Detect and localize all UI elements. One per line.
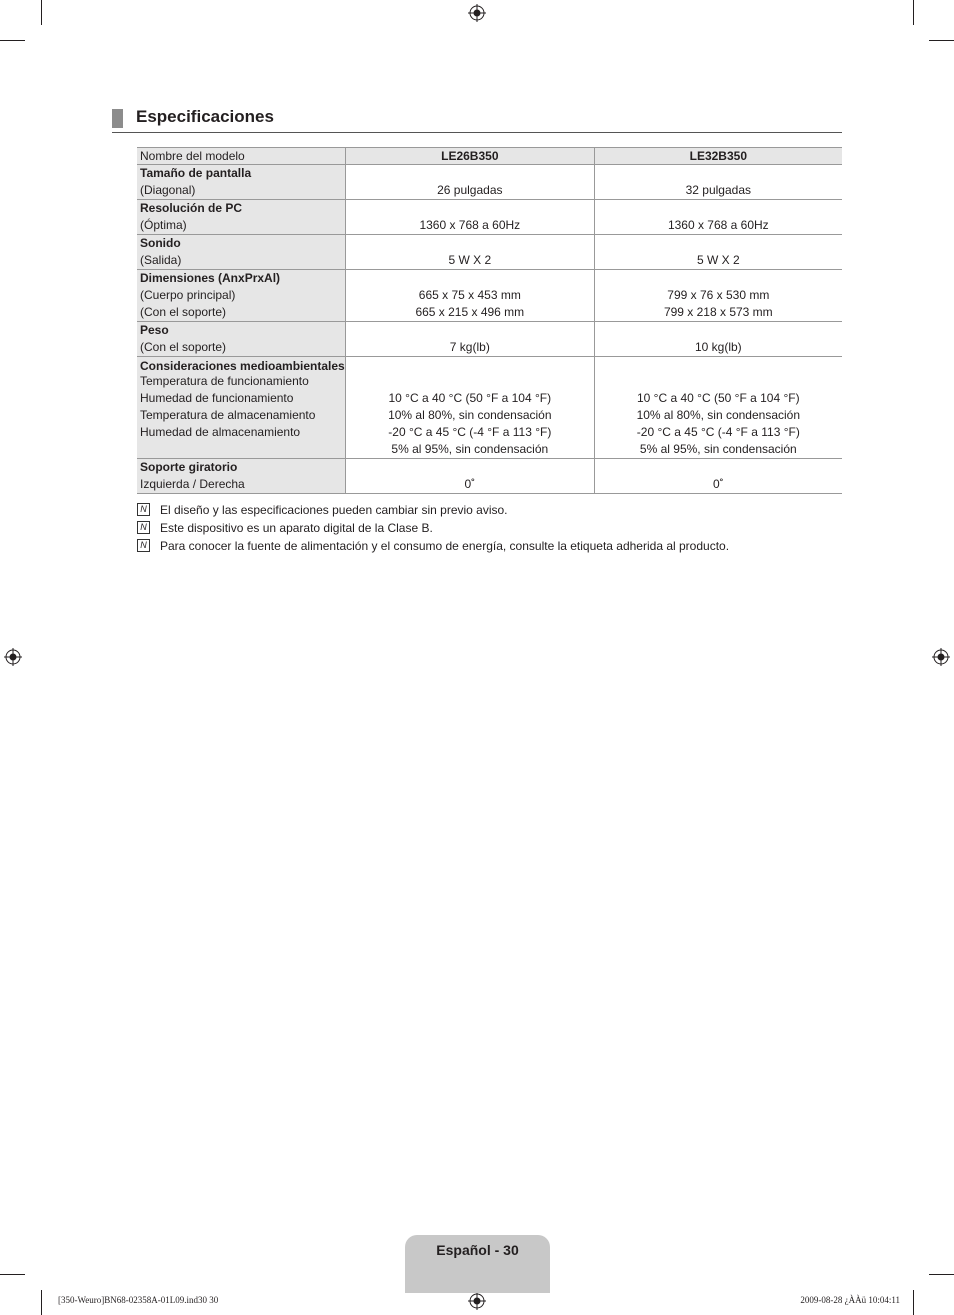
note-icon: N <box>137 521 150 534</box>
spec-label-cell <box>137 357 346 459</box>
spec-value: 5 W X 2 <box>696 253 740 267</box>
spec-sublabel: Humedad de funcionamiento <box>140 391 294 405</box>
spec-value: 799 x 218 x 573 mm <box>663 305 773 319</box>
spec-value: 5 W X 2 <box>448 253 492 267</box>
spec-title: Consideraciones medioambientales <box>140 359 345 373</box>
spec-value: 7 kg(lb) <box>449 340 490 354</box>
spec-value: 1360 x 768 a 60Hz <box>667 218 769 232</box>
spec-value: 10 °C a 40 °C (50 °F a 104 °F) <box>637 391 800 405</box>
spec-title: Dimensiones (AnxPrxAl) <box>140 271 281 285</box>
footer-file-info: [350-Weuro]BN68-02358A-01L09.ind30 30 <box>58 1295 219 1305</box>
spec-value: 10% al 80%, sin condensación <box>636 408 801 422</box>
spec-sublabel: Humedad de almacenamiento <box>140 425 301 439</box>
cell-spacer <box>346 270 594 287</box>
cell-spacer <box>346 200 594 217</box>
table-row <box>137 459 842 494</box>
spec-label-cell <box>137 235 346 270</box>
note-text: El diseño y las especificaciones pueden cambiar sin previo aviso. <box>160 503 508 517</box>
spec-sublabel: (Óptima) <box>140 218 187 232</box>
spec-sublabel: (Salida) <box>140 253 182 267</box>
spec-label-cell <box>137 165 346 200</box>
registration-mark-icon <box>932 648 950 666</box>
registration-mark-icon <box>468 1292 486 1310</box>
spec-value-cell-2 <box>594 459 842 494</box>
spec-value-cell-1 <box>346 235 595 270</box>
spec-value-cell-1 <box>346 459 595 494</box>
cell-spacer <box>346 357 594 390</box>
table-row <box>137 165 842 200</box>
cell-spacer <box>595 270 842 287</box>
spec-value-cell-1 <box>346 165 595 200</box>
spec-title: Tamaño de pantalla <box>140 166 252 180</box>
spec-sublabel: Temperatura de almacenamiento <box>140 408 316 422</box>
spec-value: 0˚ <box>464 477 476 491</box>
cell-spacer <box>595 322 842 339</box>
spec-value: 5% al 95%, sin condensación <box>639 442 797 456</box>
crop-mark <box>913 1290 914 1315</box>
footer-timestamp: 2009-08-28 ¿ÀÀü 10:04:11 <box>800 1295 900 1305</box>
spec-label-cell <box>137 270 346 322</box>
table-row <box>137 235 842 270</box>
registration-mark-icon <box>468 4 486 22</box>
spec-sublabel: (Cuerpo principal) <box>140 288 236 302</box>
spec-value: 5% al 95%, sin condensación <box>391 442 549 456</box>
section-title: Especificaciones <box>136 107 274 126</box>
spec-value: 10 °C a 40 °C (50 °F a 104 °F) <box>388 391 552 405</box>
cell-spacer <box>595 235 842 252</box>
spec-value: 26 pulgadas <box>437 183 503 197</box>
spec-value: 665 x 75 x 453 mm <box>418 288 521 302</box>
spec-value-cell-2 <box>594 165 842 200</box>
spec-value-cell-1 <box>346 322 595 357</box>
table-header-row <box>137 148 842 165</box>
cell-spacer <box>595 459 842 476</box>
spec-value-cell-2 <box>594 200 842 235</box>
spec-title: Sonido <box>140 236 181 250</box>
spec-sublabel: (Con el soporte) <box>140 305 227 319</box>
table-row <box>137 270 842 322</box>
spec-value-cell-1 <box>346 270 595 322</box>
spec-value: 0˚ <box>712 477 724 491</box>
crop-mark <box>0 40 25 41</box>
page-label: Español - 30 <box>436 1242 519 1258</box>
spec-sublabel: (Con el soporte) <box>140 340 227 354</box>
crop-mark <box>929 40 954 41</box>
table-row <box>137 322 842 357</box>
spec-value: -20 °C a 45 °C (-4 °F a 113 °F) <box>388 425 552 439</box>
spec-value-cell-2 <box>594 322 842 357</box>
table-row <box>137 200 842 235</box>
cell-spacer <box>595 165 842 182</box>
spec-title: Resolución de PC <box>140 201 243 215</box>
spec-value: -20 °C a 45 °C (-4 °F a 113 °F) <box>636 425 800 439</box>
cell-spacer <box>346 322 594 339</box>
spec-value: 799 x 76 x 530 mm <box>667 288 770 302</box>
crop-mark <box>913 0 914 25</box>
cell-spacer <box>346 235 594 252</box>
section-heading <box>112 107 842 133</box>
spec-value-cell-1 <box>346 357 595 459</box>
header-model-1: LE26B350 <box>346 148 595 165</box>
spec-value: 10 kg(lb) <box>694 340 742 354</box>
spec-label-cell <box>137 322 346 357</box>
spec-value: 32 pulgadas <box>685 183 751 197</box>
table-row <box>137 357 842 459</box>
cell-spacer <box>595 200 842 217</box>
heading-bar <box>112 109 123 128</box>
spec-value: 1360 x 768 a 60Hz <box>419 218 521 232</box>
spec-sublabel: Izquierda / Derecha <box>140 477 245 491</box>
spec-sublabel: (Diagonal) <box>140 183 196 197</box>
note-text: Este dispositivo es un aparato digital de la Clase B. <box>160 521 433 535</box>
spec-sublabel: Temperatura de funcionamiento <box>140 374 309 388</box>
note-text: Para conocer la fuente de alimentación y el consumo de energía, consulte la etiqueta adherida al producto. <box>160 539 730 553</box>
header-model-2: LE32B350 <box>594 148 842 165</box>
spec-value-cell-1 <box>346 200 595 235</box>
registration-mark-icon <box>4 648 22 666</box>
spec-title: Peso <box>140 323 169 337</box>
spec-label-cell <box>137 200 346 235</box>
crop-mark <box>41 1290 42 1315</box>
spec-value: 665 x 215 x 496 mm <box>415 305 525 319</box>
spec-value-cell-2 <box>594 270 842 322</box>
spec-value-cell-2 <box>594 357 842 459</box>
cell-spacer <box>595 357 842 390</box>
header-model-label: Nombre del modelo <box>137 148 346 165</box>
page-number-tab <box>405 1235 550 1293</box>
spec-value: 10% al 80%, sin condensación <box>388 408 552 422</box>
cell-spacer <box>346 459 594 476</box>
crop-mark <box>0 1274 25 1275</box>
specifications-table <box>137 147 842 494</box>
note-icon: N <box>137 503 150 516</box>
spec-title: Soporte giratorio <box>140 460 238 474</box>
crop-mark <box>41 0 42 25</box>
crop-mark <box>929 1274 954 1275</box>
spec-value-cell-2 <box>594 235 842 270</box>
spec-label-cell <box>137 459 346 494</box>
cell-spacer <box>346 165 594 182</box>
note-icon: N <box>137 539 150 552</box>
